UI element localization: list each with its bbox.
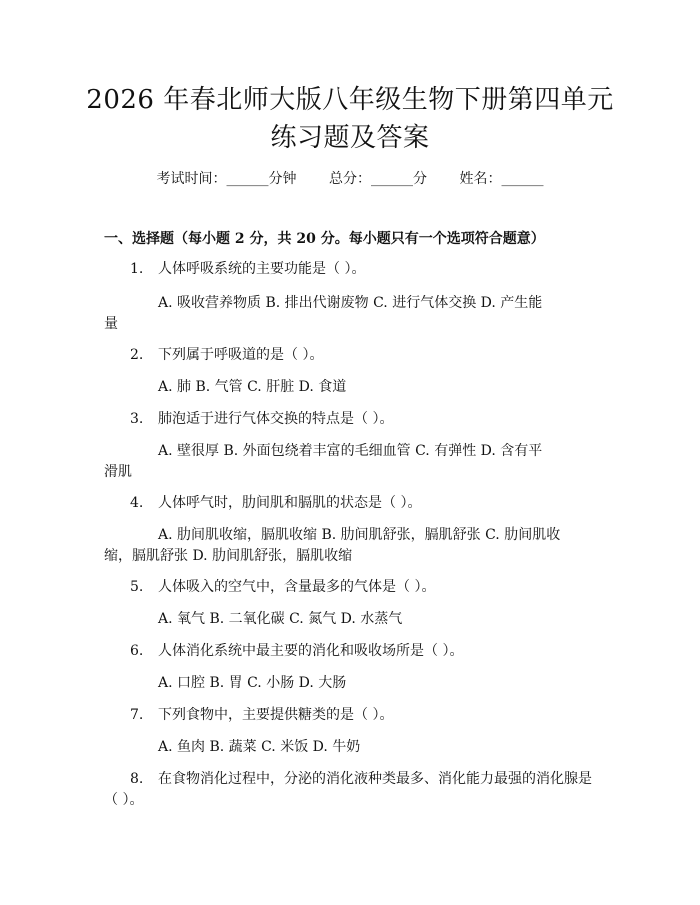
student-name-field: 姓名：______ bbox=[459, 171, 544, 187]
section-heading: 一、选择题（每小题 2 分，共 20 分。每小题只有一个选项符合题意） bbox=[104, 231, 545, 247]
question-1-options-continued: 量 bbox=[104, 316, 118, 332]
question-text: 下列食物中，主要提供糖类的是（ ）。 bbox=[158, 707, 394, 723]
question-number: 7. bbox=[130, 707, 144, 723]
question-text: 下列属于呼吸道的是（ ）。 bbox=[158, 347, 324, 363]
question-8-text-continued: （ ）。 bbox=[104, 792, 144, 808]
question-number: 1. bbox=[130, 261, 144, 277]
question-7-options: A. 鱼肉 B. 蔬菜 C. 米饭 D. 牛奶 bbox=[158, 739, 361, 755]
question-8 bbox=[130, 769, 592, 789]
question-6-options: A. 口腔 B. 胃 C. 小肠 D. 大肠 bbox=[158, 675, 347, 691]
total-score-field: 总分：______分 bbox=[329, 171, 427, 187]
question-1-options: A. 吸收营养物质 B. 排出代谢废物 C. 进行气体交换 D. 产生能 bbox=[158, 295, 543, 311]
question-number: 2. bbox=[130, 347, 144, 363]
question-1 bbox=[130, 259, 365, 279]
question-number: 4. bbox=[130, 495, 144, 511]
question-text: 人体呼气时，肋间肌和膈肌的状态是（ ）。 bbox=[158, 495, 422, 511]
document-title-line-2: 练习题及答案 bbox=[270, 123, 430, 153]
question-text: 在食物消化过程中，分泌的消化液种类最多、消化能力最强的消化腺是 bbox=[158, 771, 592, 787]
exam-meta-info bbox=[0, 168, 700, 188]
exam-time-field: 考试时间：______分钟 bbox=[156, 171, 297, 187]
question-5 bbox=[130, 577, 435, 597]
question-2 bbox=[130, 345, 323, 365]
question-2-options: A. 肺 B. 气管 C. 肝脏 D. 食道 bbox=[158, 379, 347, 395]
question-number: 3. bbox=[130, 411, 144, 427]
question-text: 人体消化系统中最主要的消化和吸收场所是（ ）。 bbox=[158, 643, 464, 659]
question-4-options-continued: 缩，膈肌舒张 D. 肋间肌舒张，膈肌收缩 bbox=[104, 548, 353, 564]
question-text: 肺泡适于进行气体交换的特点是（ ）。 bbox=[158, 411, 394, 427]
question-text: 人体吸入的空气中，含量最多的气体是（ ）。 bbox=[158, 579, 436, 595]
question-3 bbox=[130, 409, 393, 429]
document-title-line-1: 2026 年春北师大版八年级生物下册第四单元 bbox=[86, 85, 614, 115]
question-4-options: A. 肋间肌收缩，膈肌收缩 B. 肋间肌舒张，膈肌舒张 C. 肋间肌收 bbox=[158, 527, 561, 543]
question-3-options-continued: 滑肌 bbox=[104, 464, 132, 480]
question-7 bbox=[130, 705, 393, 725]
question-number: 8. bbox=[130, 771, 144, 787]
question-text: 人体呼吸系统的主要功能是（ ）。 bbox=[158, 261, 366, 277]
question-number: 5. bbox=[130, 579, 144, 595]
question-5-options: A. 氧气 B. 二氧化碳 C. 氮气 D. 水蒸气 bbox=[158, 611, 403, 627]
question-3-options: A. 壁很厚 B. 外面包绕着丰富的毛细血管 C. 有弹性 D. 含有平 bbox=[158, 443, 543, 459]
question-number: 6. bbox=[130, 643, 144, 659]
question-6 bbox=[130, 641, 463, 661]
question-4 bbox=[130, 493, 421, 513]
